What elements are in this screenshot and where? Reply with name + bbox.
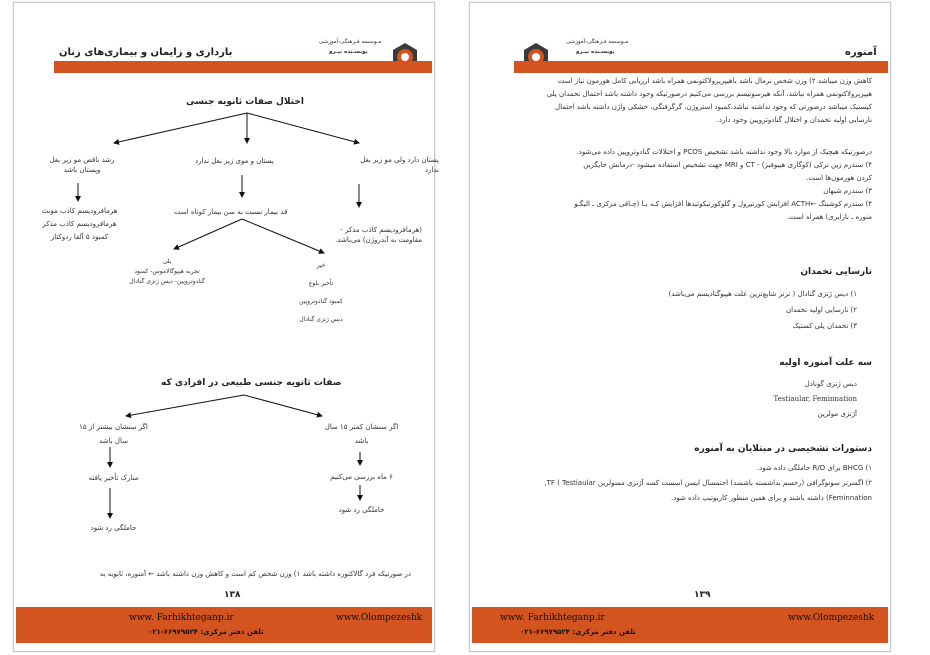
diagram1-title: اختلال صفات ثانویه جنسی [186,97,304,107]
footer-url-right[interactable]: www.Olompezeshk [788,613,875,623]
page-number: ۱۳۸ [224,590,241,600]
section-diagnostic-title: دستورات تشخیصی در مبتلایان به آمنوره [694,444,872,454]
intro-paragraph: کاهش وزن میباشد ۲) وزن شخص نرمال باشد باهیپرپرولاکتونمی همراه باشد ارزیابی کامل هورمون نیاز است هیپرپرولاکتونمی همراه نباشد، آنکه هیرسوتیسم بررسی می‌کنیم درصورتیکه وجود داشته باشد احتمال تخمدان پلی کیستیک میباشد درصورتی که وجود نداشته نباشد،کمبود استروژن، گرگرفتگی، خشکی واژن داشته باشد احتمال نارسایی اولیه تخمدان و اختلال گنادوتروپین وجود دارد. [546,77,872,124]
diagram2-right-step: ۶ ماه بررسی می‌کنیم [330,473,393,481]
section-diagnostic-list: ۱) BHCG برای R/O حاملگی داده شود. ۲) اگسرتر سونوگرافی (رحسم نداشسته باشسد) احتمسال ایسن اسست کسه آژنزی مسولرین TF ( Testiaular, Feminnation) داشته باشند و برای همین منظور کاریوتیپ داده شود. [544,464,872,502]
diagram2-left-step: منارک تأخیر یافته [88,474,139,482]
header-bar [514,61,888,73]
diagram2-right-cond: اگر سنشان کمتر ۱۵ سال باشد [324,423,399,445]
footer-phone: تلفن دفتر مرکزی: ۶۶۹۷۹۵۲۴-۰۲۱ [148,628,264,636]
header-title: بارداری و زایمان و بیماری‌های زنان [59,47,233,58]
left-page [13,2,439,652]
diagram1-mid-result: قد بیمار نسبت به سن بیمار کوتاه است [174,208,288,216]
logo-text-top: مـوسسه فـرهنگی-آموزشی [319,39,382,45]
footer-phone: تلفن دفتر مرکزی: ۶۶۹۷۹۵۲۴-۰۲۱ [520,628,636,636]
right-page [469,2,891,652]
diagram1-arrows [14,3,434,651]
diagram1-right-result: (هرمافرودیسم کاذب مذکر - مقاومت به آندروژن) می‌باشد. [335,226,422,244]
section-primary-amenorrhea-list: دیس ژنزی گونادل Testiaular, Feminnation آژنزی مولرین [773,380,857,418]
header-title: آمنوره [845,47,877,58]
diagram2-left-end: حاملگی رد شود [90,524,137,532]
diagram2-title: صفات ثانویه جنسی طبیعی در افرادی که [161,378,342,388]
logo-text-bottom: پویسـنده نیـرو [329,49,368,55]
footer-url-right[interactable]: www.Olompezeshk [336,613,423,623]
diagram2-left-cond: اگر سنشان بیشتر از ۱۵ سال باشد [79,423,148,445]
section-ovarian-failure-list: ۱) دیس ژنزی گنادال ( ترنر شایع‌ترین علت هیپوگنادیسم می‌باشد) ۲) نارسایی اولیه تخمدان ۳) تخمدان پلی کستیک [668,290,857,330]
logo-text-bottom: پویسـنده نیـرو [576,49,615,55]
diagram1-branch-no: خیر تأخیر بلوغ کمبود گنادوتروپین دیس ژنزی گنادال [299,262,343,323]
footer-url-left[interactable]: www. Farhikhteganp.ir [129,613,234,623]
footer-url-left[interactable]: www. Farhikhteganp.ir [500,613,605,623]
diagram1-mid-cond: پستان و موی زیر بغل ندارد [195,157,274,165]
causes-list: درصورتیکه هیچیک از موارد بالا وجود نداشته باشد تشخیص PCOS و اختلالات گنادوتروپین داده می‌شود. ۴) سندرم زین ترکی (کوگاری هیپوفیز) - CT و MRI جهت تشخیص استفاده میشود -درمانش جایگزین کردن هورمون‌ها است. ۳) سندرم شیهان ۴) سندرم کوشینگ ←ACTH افزایش کورتیزول و گلوکورتیکوئیدها افزایش کـه بـا (چـاقی مرکزی ـ الیگـو منوره ـ نازایری) همراه است. [574,148,872,221]
section-primary-amenorrhea-title: سه علت آمنوره اولیه [779,358,872,368]
diagram2-right-end: حاملگی رد شود [338,506,385,514]
diagram1-branch-yes: بلی تجربه هیپوگالاموس- کمبود گنادوتروپین- دیس ژنزی گنادال [129,258,205,285]
diagram1-right-cond: پستان دارد ولی مو زیر بغل ندارد [360,156,439,174]
section-ovarian-failure-title: نارسایی تخمدان [800,267,872,277]
logo-text-top: مـوسسه فـرهنگی-آموزشی [566,39,629,45]
diagram1-left-result: هرمافرودیسم کاذب مونث هرمافرودیسم کاذب مذکر کمبود ۵ آلفا ردوکتاز [41,207,118,241]
page-number: ۱۳۹ [694,590,711,600]
bottom-note: در صورتیکه فرد گالاکتوره داشته باشد ۱) وزن شخص کم است و کاهش وزن داشته باشد ← آمنوره، ثانویه به [99,570,411,578]
diagram1-left-cond: رشد ناقص مو زیر بغل وپستان باشد [49,156,115,174]
